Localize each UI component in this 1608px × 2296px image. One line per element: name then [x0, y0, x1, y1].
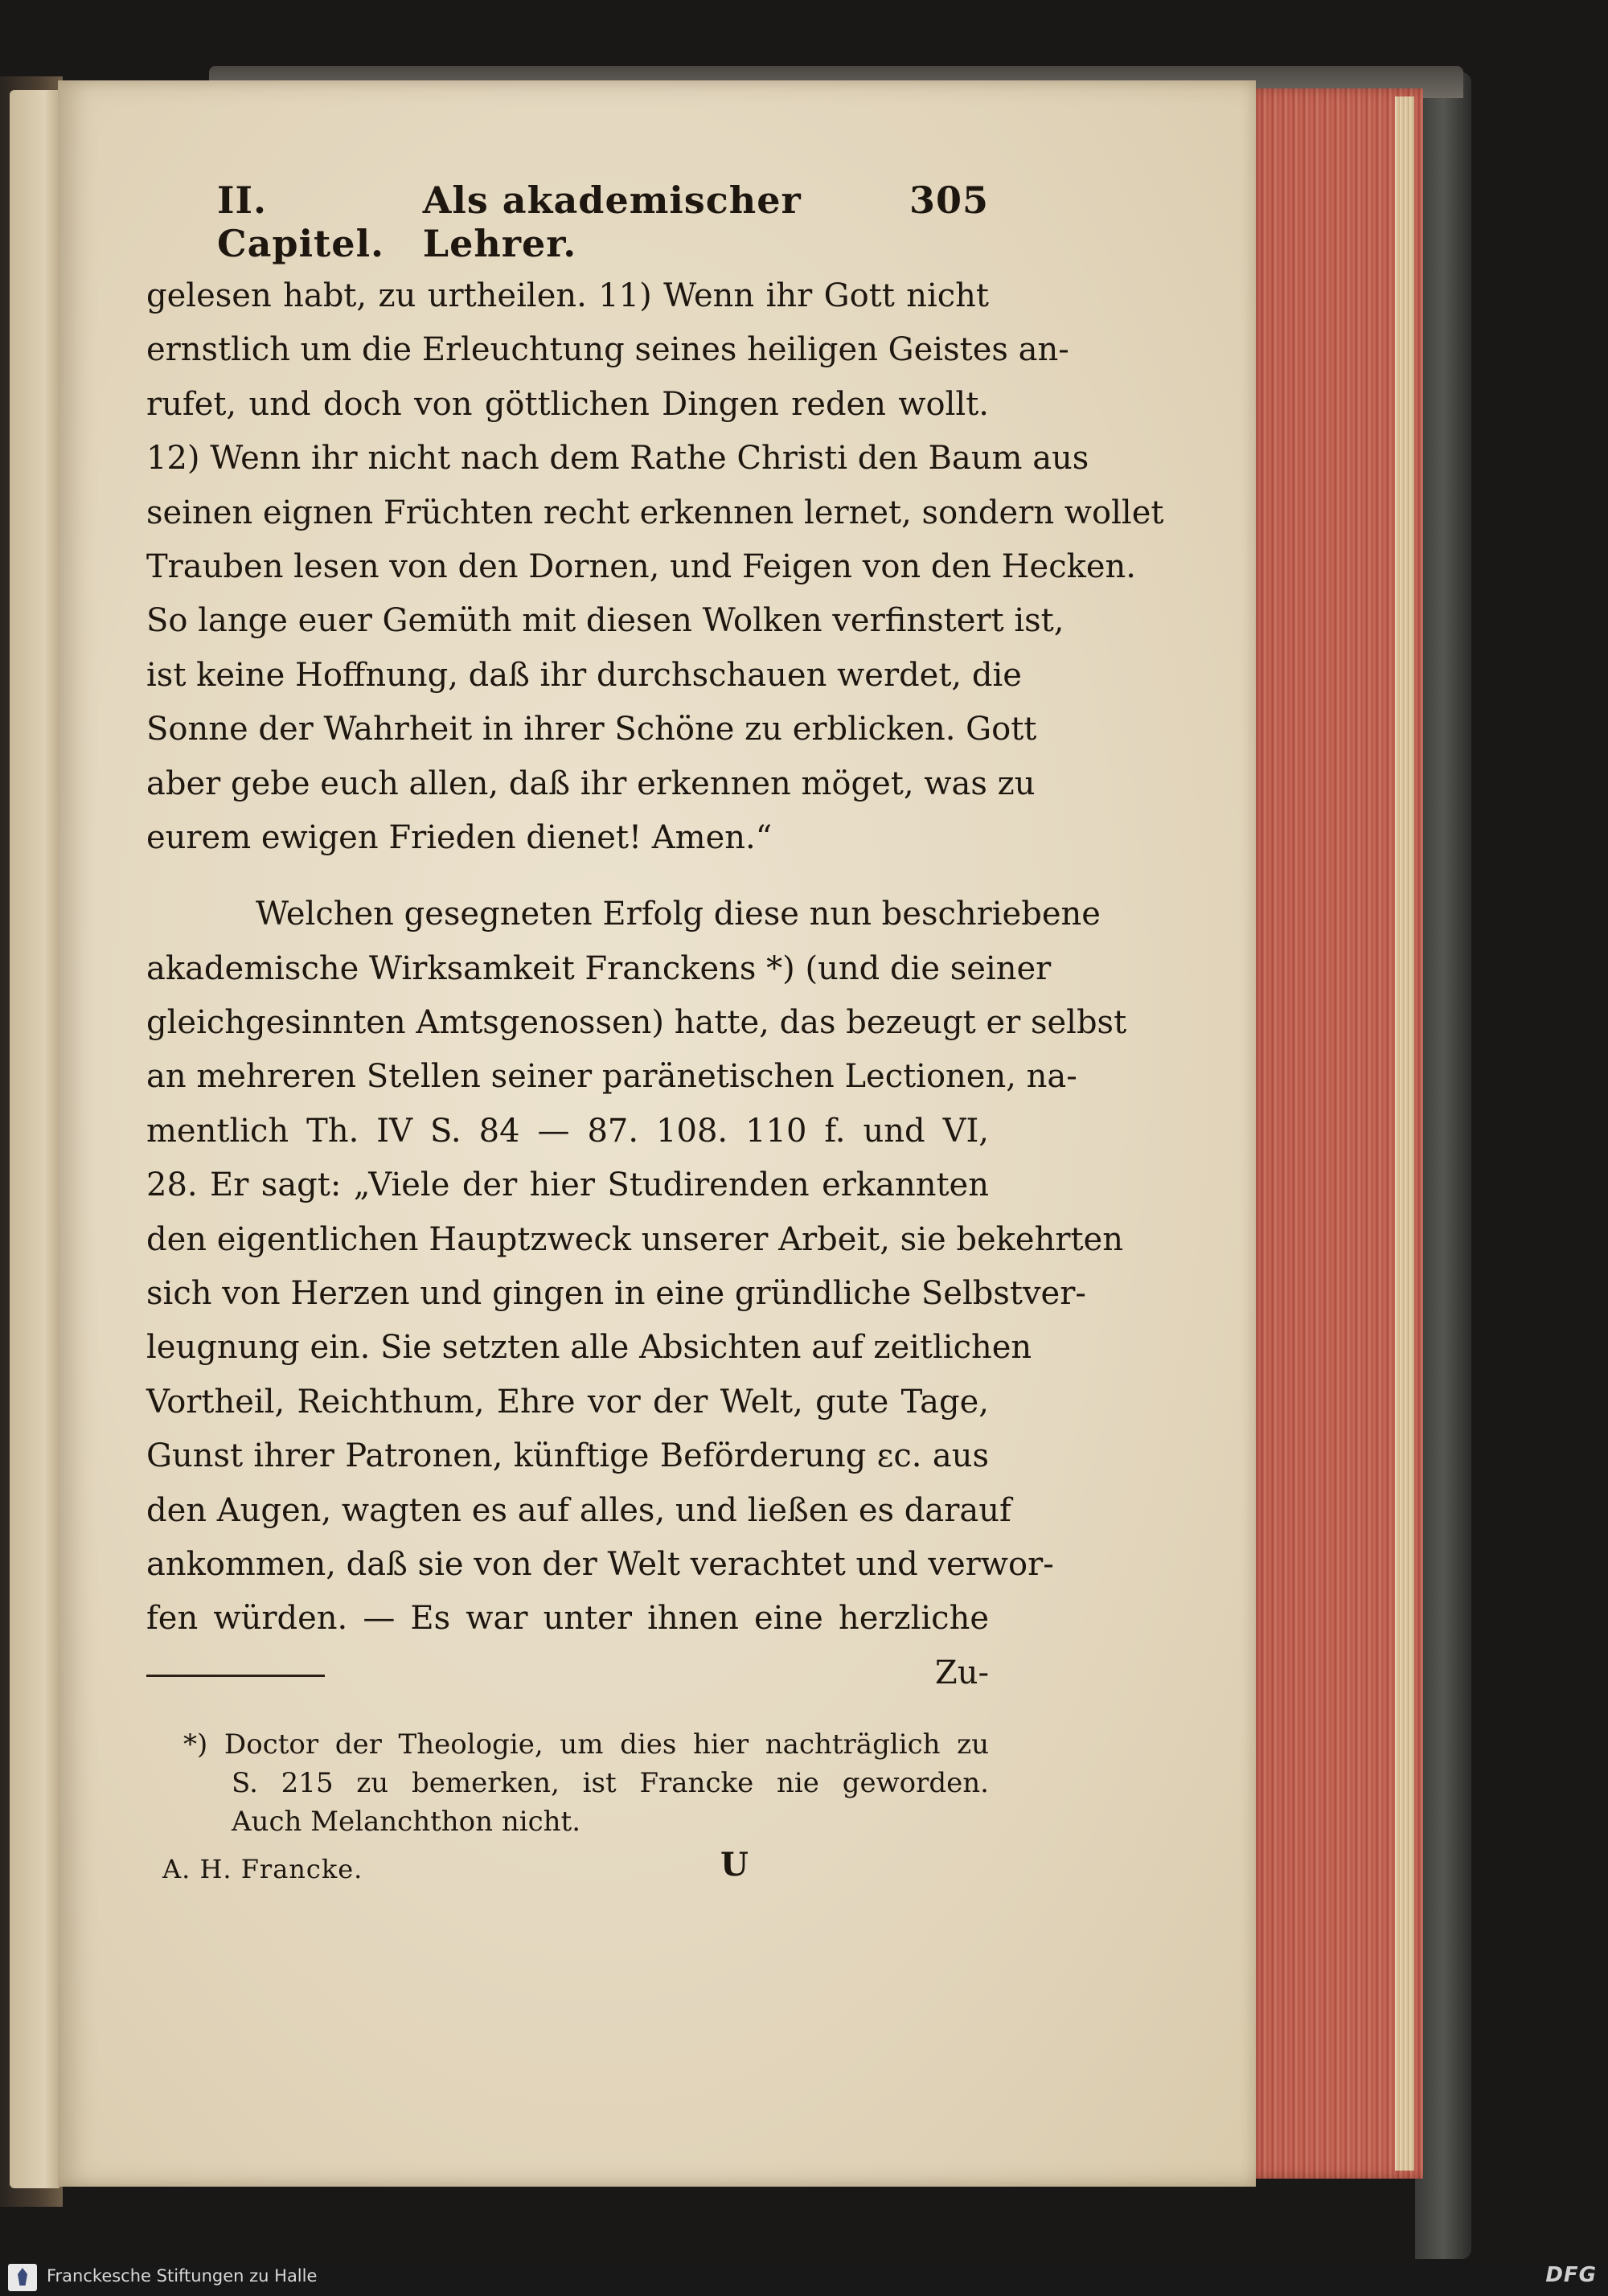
- chapter-label: II. Capitel.: [217, 178, 385, 265]
- text-line: Trauben lesen von den Dornen, und Feigen von den Hecken.: [146, 547, 1136, 585]
- library-credit: Franckesche Stiftungen zu Halle: [47, 2266, 318, 2286]
- text-line: leugnung ein. Sie setzten alle Absichten auf zeitlichen: [146, 1329, 1032, 1367]
- text-line: seinen eignen Früchten recht erkennen lernet, sondern wollet: [146, 494, 1164, 531]
- catchword: Zu-: [934, 1654, 989, 1691]
- running-header: [217, 178, 989, 265]
- text-line: ankommen, daß sie von der Welt verachtet und verwor-: [146, 1545, 1054, 1583]
- footnote-line: S. 215 zu bemerken, ist Francke nie geworden.: [232, 1767, 989, 1799]
- main-text: [146, 269, 1164, 1700]
- text-line: an mehreren Stellen seiner paränetischen Lectionen, na-: [146, 1058, 1077, 1096]
- library-logo-icon: [8, 2264, 37, 2291]
- chapter-title: Als akademischer Lehrer.: [422, 178, 802, 265]
- text-line: fen würden. — Es war unter ihnen eine herzliche: [146, 1600, 989, 1638]
- text-line: Sonne der Wahrheit in ihrer Schöne zu erblicken. Gott: [146, 711, 1037, 748]
- footnote: [183, 1725, 989, 1841]
- footnote-line: Auch Melanchthon nicht.: [232, 1806, 581, 1838]
- text-line: aber gebe euch allen, daß ihr erkennen möget, was zu: [146, 765, 1036, 802]
- text-line: sich von Herzen und gingen in eine gründliche Selbstver-: [146, 1275, 1086, 1313]
- text-line: den Augen, wagten es auf alles, und ließen es darauf: [146, 1491, 1011, 1529]
- page-fore-edge-inner: [1395, 96, 1414, 2171]
- text-line: ernstlich um die Erleuchtung seines heiligen Geistes an-: [146, 331, 1069, 369]
- text-line: gleichgesinnten Amtsgenossen) hatte, das bezeugt er selbst: [146, 1004, 1127, 1042]
- text-line: ist keine Hoffnung, daß ihr durchschauen werdet, die: [146, 656, 1022, 694]
- sheet-signature: U: [720, 1846, 749, 1884]
- text-line: rufet, und doch von göttlichen Dingen reden wollt.: [146, 385, 989, 423]
- text-line: Gunst ihrer Patronen, künftige Beförderung ɛc. aus: [146, 1437, 989, 1475]
- page-number: 305: [909, 178, 989, 222]
- text-line: Welchen gesegneten Erfolg diese nun beschriebene: [256, 896, 1101, 933]
- text-line: eurem ewigen Frieden dienet! Amen.“: [146, 818, 773, 856]
- footnote-rule: [146, 1675, 325, 1677]
- text-line: So lange euer Gemüth mit diesen Wolken verfinstert ist,: [146, 602, 1064, 640]
- book-cover-right: [1415, 72, 1471, 2259]
- text-line: den eigentlichen Hauptzweck unserer Arbeit, sie bekehrten: [146, 1220, 1123, 1258]
- text-line: 28. Er sagt: „Viele der hier Studirenden erkannten: [146, 1166, 989, 1204]
- text-line: gelesen habt, zu urtheilen. 11) Wenn ihr Gott nicht: [146, 277, 989, 314]
- text-line: Vortheil, Reichthum, Ehre vor der Welt, gute Tage,: [146, 1383, 989, 1421]
- text-line: akademische Wirksamkeit Franckens *) (und die seiner: [146, 949, 1052, 987]
- printer-signature: A. H. Francke.: [162, 1854, 363, 1884]
- text-line: mentlich Th. IV S. 84 — 87. 108. 110 f. und VI,: [146, 1112, 989, 1150]
- text-line: 12) Wenn ihr nicht nach dem Rathe Christi den Baum aus: [146, 440, 1089, 478]
- facing-page-edge: [10, 90, 59, 2188]
- footnote-line: *) Doctor der Theologie, um dies hier nachträglich zu: [183, 1728, 989, 1761]
- dfg-logo: DFG: [1545, 2263, 1597, 2287]
